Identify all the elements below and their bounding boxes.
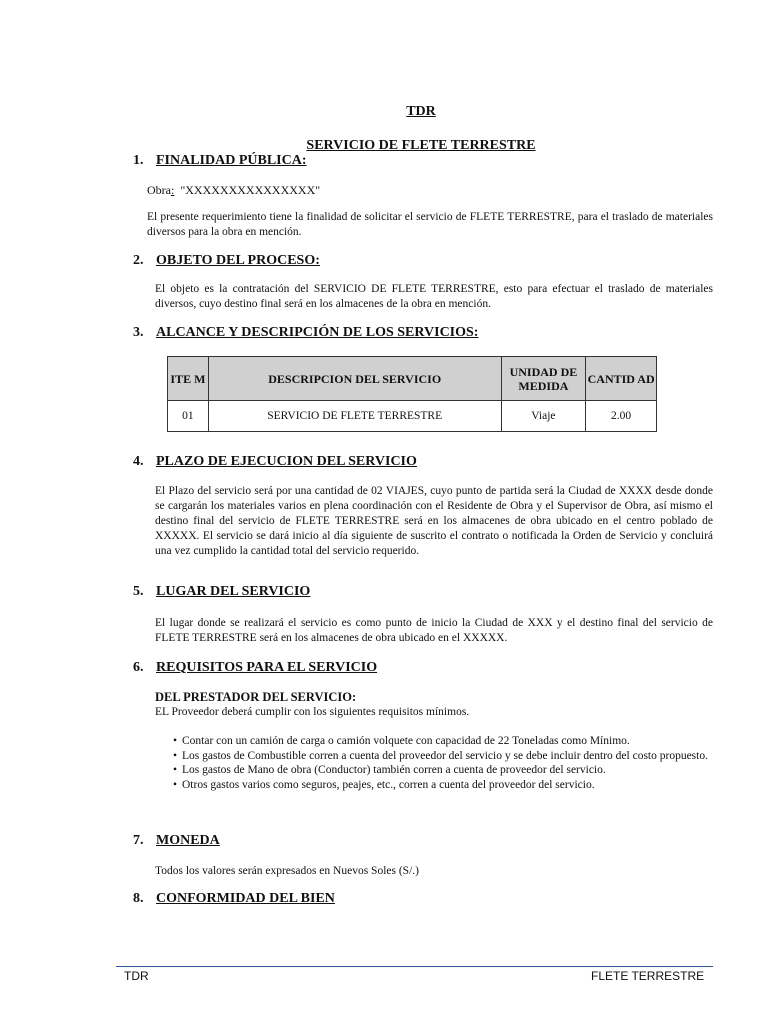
list-item: • Contar con un camión de carga o camión volquete con capacidad de 22 Toneladas como Mínimo.	[173, 734, 713, 749]
section-3-heading	[133, 325, 478, 341]
section-6-heading	[133, 660, 377, 676]
section-7-paragraph: Todos los valores serán expresados en Nuevos Soles (S/.)	[155, 865, 419, 877]
section-7-heading	[133, 833, 220, 849]
table-cell-unit: Viaje	[501, 401, 586, 432]
list-item: • Los gastos de Combustible corren a cuenta del proveedor del servicio y se debe incluir dentro del costo propuesto.	[173, 749, 713, 764]
footer-divider	[116, 966, 713, 967]
table-header-unit: UNIDAD DE MEDIDA	[501, 357, 586, 401]
section-3-number: 3.	[133, 325, 144, 340]
document-subtitle	[0, 138, 768, 154]
obra-colon: :	[171, 183, 175, 197]
services-table	[167, 356, 657, 432]
section-2-title: OBJETO DEL PROCESO:	[156, 253, 320, 268]
table-header-description: DESCRIPCION DEL SERVICIO	[208, 357, 501, 401]
section-1-number: 1.	[133, 153, 144, 168]
section-4-heading	[133, 454, 417, 470]
section-2-paragraph: El objeto es la contratación del SERVICIO DE FLETE TERRESTRE, esto para efectuar el traslado de materiales diversos, cuyo destino final será en los almacenes de la obra en mención.	[155, 283, 713, 310]
section-4-number: 4.	[133, 454, 144, 469]
section-8-title: CONFORMIDAD DEL BIEN	[156, 891, 335, 906]
section-7-title: MONEDA	[156, 833, 220, 848]
table-header-row	[168, 357, 657, 401]
table-row	[168, 401, 657, 432]
section-2-number: 2.	[133, 253, 144, 268]
section-3-title: ALCANCE Y DESCRIPCIÓN DE LOS SERVICIOS:	[156, 325, 479, 340]
document-title: TDR	[406, 104, 436, 119]
footer-left-text: TDR	[124, 969, 149, 983]
table-header-item: ITE M	[168, 357, 209, 401]
section-6-intro: EL Proveedor deberá cumplir con los siguientes requisitos mínimos.	[155, 706, 470, 718]
section-8-heading	[133, 891, 335, 907]
obra-value: "XXXXXXXXXXXXXXX"	[180, 183, 321, 197]
list-item: • Los gastos de Mano de obra (Conductor) también corren a cuenta de proveedor del servicio.	[173, 763, 713, 778]
table-cell-item: 01	[168, 401, 209, 432]
obra-line	[147, 183, 320, 198]
footer-right-text: FLETE TERRESTRE	[591, 969, 705, 983]
section-5-number: 5.	[133, 584, 144, 599]
section-4-title: PLAZO DE EJECUCION DEL SERVICIO	[156, 454, 417, 469]
section-4-paragraph: El Plazo del servicio será por una cantidad de 02 VIAJES, cuyo punto de partida será la Ciudad de XXXX desde donde se cargarán los materiales varios en plena coordinación con el Residente de Obra y el Supervisor de Obra, así mismo el destino final del servicio de FLETE TERRESTRE será en los almacenes de obra ubicado en el centro poblado de XXXXX. El servicio se dará inicio al día siguiente de suscrito el contrato o notificada la Orden de Servicio y concluirá una vez cumplido la cantidad total del servicio requerido.	[155, 485, 713, 557]
section-5-heading	[133, 584, 310, 600]
section-6-number: 6.	[133, 660, 144, 675]
requirements-list	[173, 734, 713, 792]
document-subtitle-text: SERVICIO DE FLETE TERRESTRE	[306, 138, 536, 153]
section-8-number: 8.	[133, 891, 144, 906]
section-2-heading	[133, 253, 320, 269]
section-5-paragraph: El lugar donde se realizará el servicio es como punto de inicio la Ciudad de XXX y el destino final del servicio de FLETE TERRESTRE será en los almacenes de obra ubicado en el XXXXX.	[155, 617, 713, 644]
table-cell-quantity: 2.00	[586, 401, 657, 432]
section-1-title: FINALIDAD PÚBLICA:	[156, 153, 307, 168]
obra-label: Obra	[147, 183, 171, 197]
section-1-heading	[133, 153, 307, 169]
table-header-quantity: CANTID AD	[586, 357, 657, 401]
table-cell-description: SERVICIO DE FLETE TERRESTRE	[208, 401, 501, 432]
section-7-number: 7.	[133, 833, 144, 848]
section-6-subheading: DEL PRESTADOR DEL SERVICIO:	[155, 690, 357, 704]
section-5-title: LUGAR DEL SERVICIO	[156, 584, 311, 599]
list-item: • Otros gastos varios como seguros, peajes, etc., corren a cuenta del proveedor del servicio.	[173, 778, 713, 793]
section-6-title: REQUISITOS PARA EL SERVICIO	[156, 660, 378, 675]
section-1-paragraph: El presente requerimiento tiene la finalidad de solicitar el servicio de FLETE TERRESTRE, para el traslado de materiales diversos para la obra en mención.	[147, 211, 713, 238]
